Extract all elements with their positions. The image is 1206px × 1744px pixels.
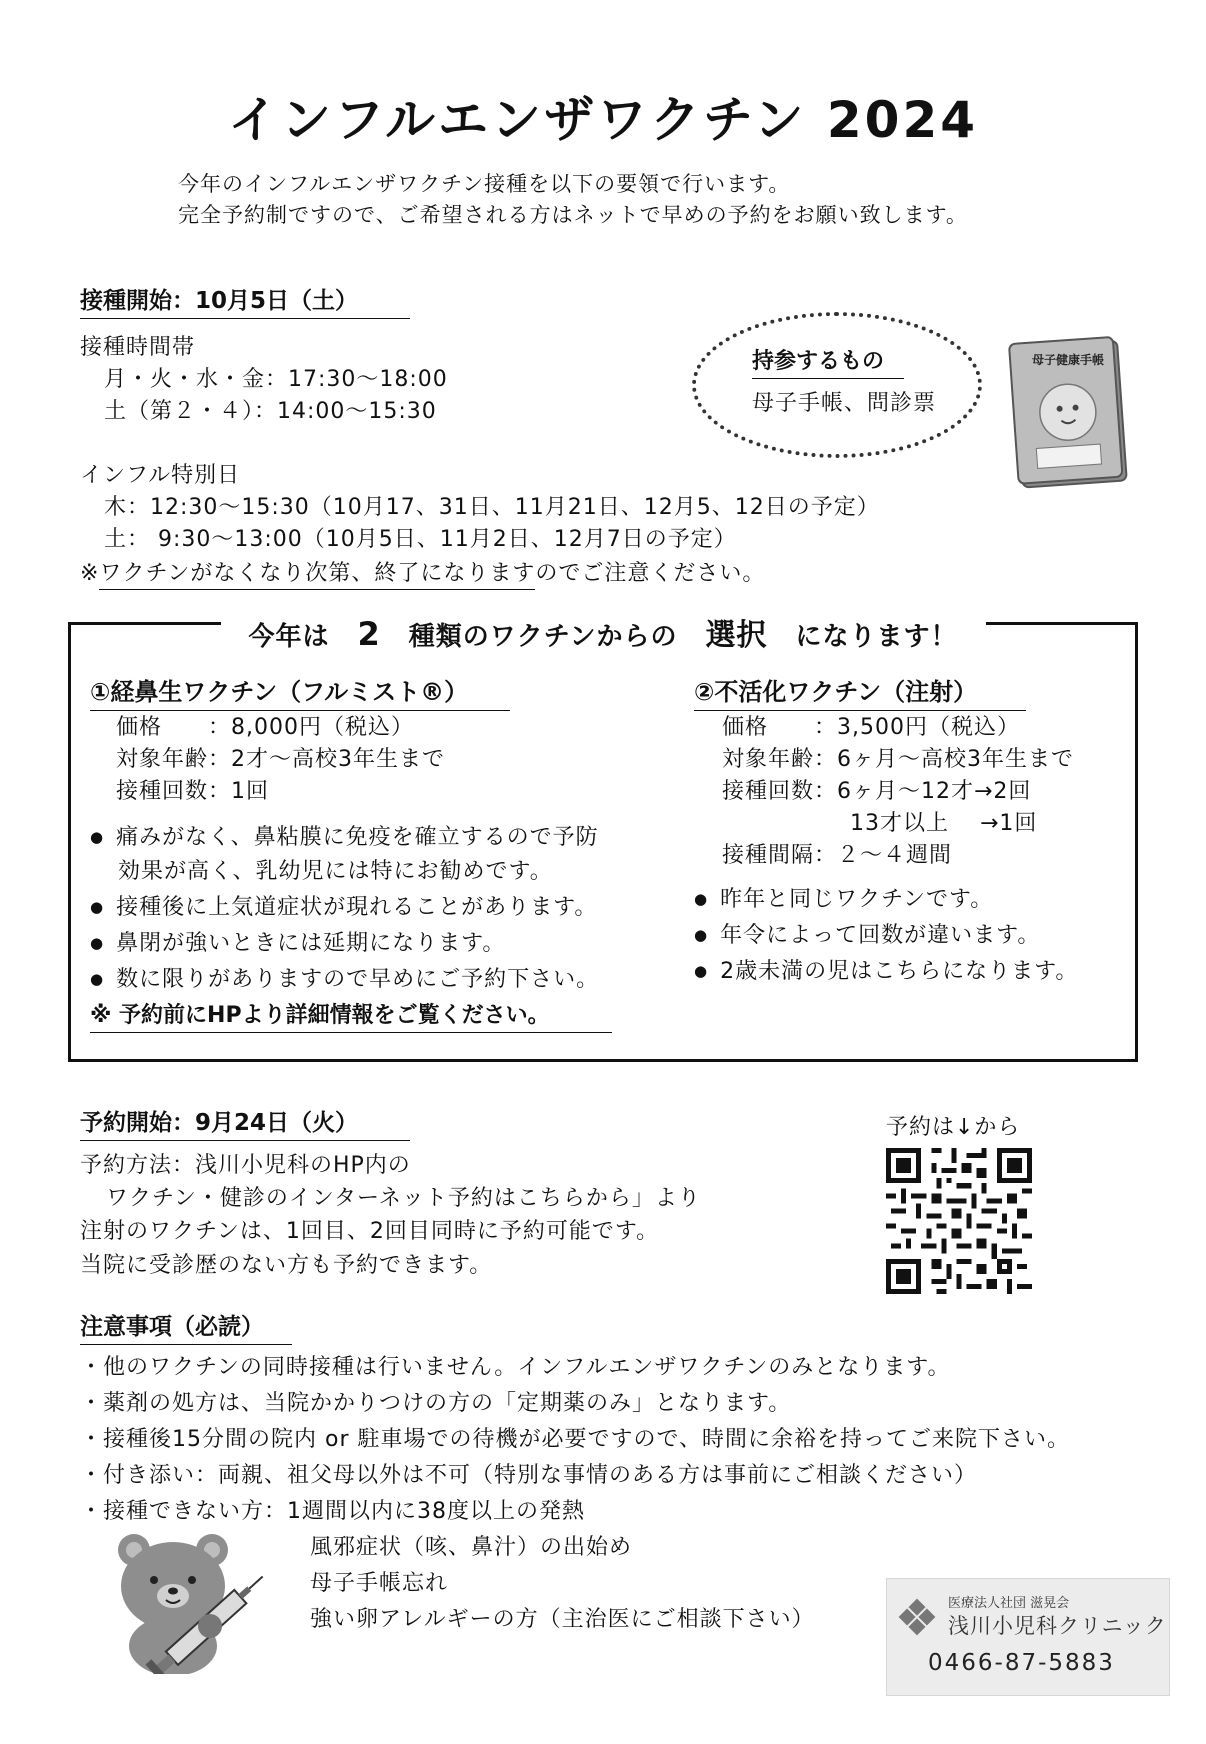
heading-bold: 選択 (691, 618, 781, 653)
flumist-note: ※ 予約前にHPより詳細情報をご覧ください。 (90, 998, 612, 1033)
flumist-bullet-1: ● 痛みがなく、鼻粘膜に免疫を確立するので予防 (90, 820, 599, 851)
handbook-label: 母子健康手帳 (1031, 353, 1105, 367)
special-saturday: 土： 9:30～13:00（10月5日、11月2日、12月7日の予定） (104, 527, 737, 552)
notes-item-2: ・薬剤の処方は、当院かかりつけの方の「定期薬のみ」となります。 (80, 1391, 792, 1416)
flumist-spec-price: 価格 ：8,000円（税込） (116, 715, 414, 740)
flumist-spec-age: 対象年齢：2才～高校3年生まで (116, 747, 445, 772)
inactivated-title: ②不活化ワクチン（注射） (694, 672, 1026, 711)
bring-ellipse (692, 312, 982, 458)
reservation-line-1: 予約方法：浅川小児科のHP内の (80, 1153, 411, 1178)
reservation-line-2: ワクチン・健診のインターネット予約はこちらから」より (106, 1186, 701, 1211)
intro-line-1: 今年のインフルエンザワクチン接種を以下の要領で行います。 (178, 172, 791, 196)
start-heading: 接種開始：10月5日（土） (80, 282, 410, 319)
notes-item-4: ・付き添い：両親、祖父母以外は不可（特別な事情のある方は事前にご相談ください） (80, 1463, 978, 1488)
handbook-illustration (1006, 334, 1136, 494)
flumist-bullet-1-cont: 効果が高く、乳幼児には特にお勧めです。 (118, 859, 553, 884)
clinic-org: 医療法人社団 滋晃会 (948, 1596, 1070, 1611)
schedule-saturday: 土（第２・４）：14:00～15:30 (104, 399, 437, 424)
heading-mid: 種類のワクチンからの (395, 622, 692, 652)
clinic-phone: 0466-87-5883 (928, 1650, 1115, 1676)
intro-line-2: 完全予約制ですので、ご希望される方はネットで早めの予約をお願い致します。 (178, 203, 968, 227)
inactivated-bullet-1: ● 昨年と同じワクチンです。 (694, 882, 993, 913)
start-note (80, 556, 765, 587)
flumist-bullet-2: ● 接種後に上気道症状が現れることがあります。 (90, 890, 597, 921)
bring-items: 母子手帳、問診票 (752, 391, 937, 416)
note-underlined: ワクチンがなくなり次第、終了になります (99, 561, 535, 590)
inactivated-bullet-2: ● 年令によって回数が違います。 (694, 918, 1040, 949)
notes-item-5: ・接種できない方：1週間以内に38度以上の発熱 (80, 1499, 585, 1524)
inactivated-spec-count: 接種回数：6ヶ月～12才→2回 (722, 779, 1032, 804)
flumist-bullet-3: ● 鼻閉が強いときには延期になります。 (90, 926, 505, 957)
heading-post: になります！ (781, 622, 971, 652)
qr-code[interactable] (886, 1148, 1032, 1294)
special-thursday: 木：12:30～15:30（10月17、31日、11月21日、12月5、12日の予定） (104, 495, 880, 520)
heading-num: 2 (344, 615, 395, 653)
flumist-title: ①経鼻生ワクチン（フルミスト®） (90, 672, 510, 711)
reservation-line-4: 当院に受診歴のない方も予約できます。 (80, 1253, 493, 1278)
qr-label: 予約は↓から (886, 1115, 1021, 1140)
notes-sub-3: 強い卵アレルギーの方（主治医にご相談下さい） (310, 1607, 815, 1632)
notes-sub-1: 風邪症状（咳、鼻汁）の出始め (310, 1535, 633, 1560)
heading-pre: 今年は (235, 622, 344, 652)
reservation-line-3: 注射のワクチンは、1回目、2回目同時に予約可能です。 (80, 1219, 660, 1244)
reservation-heading: 予約開始：9月24日（火） (80, 1104, 410, 1141)
bear-syringe-illustration (104, 1528, 270, 1674)
inactivated-spec-interval: 接種間隔：２～４週間 (722, 843, 953, 868)
schedule-weekday: 月・火・水・金：17:30～18:00 (104, 367, 448, 392)
notes-sub-2: 母子手帳忘れ (310, 1571, 449, 1596)
special-label: インフル特別日 (80, 463, 241, 488)
clinic-name: 浅川小児科クリニック (948, 1614, 1167, 1638)
inactivated-spec-count-2: 13才以上 →1回 (850, 811, 1038, 836)
note-prefix: ※ (80, 561, 100, 586)
page-title: インフルエンザワクチン 2024 (227, 91, 979, 149)
notes-item-3: ・接種後15分間の院内 or 駐車場での待機が必要ですので、時間に余裕を持ってご来院下さい。 (80, 1427, 1071, 1452)
inactivated-spec-price: 価格 ：3,500円（税込） (722, 715, 1020, 740)
flumist-bullet-4: ● 数に限りがありますので早めにご予約下さい。 (90, 962, 599, 993)
inactivated-spec-age: 対象年齢：6ヶ月～高校3年生まで (722, 747, 1074, 772)
inactivated-bullet-3: ● 2歳未満の児はこちらになります。 (694, 954, 1078, 985)
clinic-logo-icon (898, 1598, 936, 1636)
schedule-label: 接種時間帯 (80, 335, 196, 360)
bring-heading: 持参するもの (752, 344, 904, 379)
notes-heading: 注意事項（必読） (80, 1308, 292, 1345)
vaccine-box-heading (0, 610, 1206, 654)
notes-item-1: ・他のワクチンの同時接種は行いません。インフルエンザワクチンのみとなります。 (80, 1355, 951, 1380)
flumist-spec-count: 接種回数：1回 (116, 779, 269, 804)
note-suffix: のでご注意ください。 (535, 561, 766, 586)
